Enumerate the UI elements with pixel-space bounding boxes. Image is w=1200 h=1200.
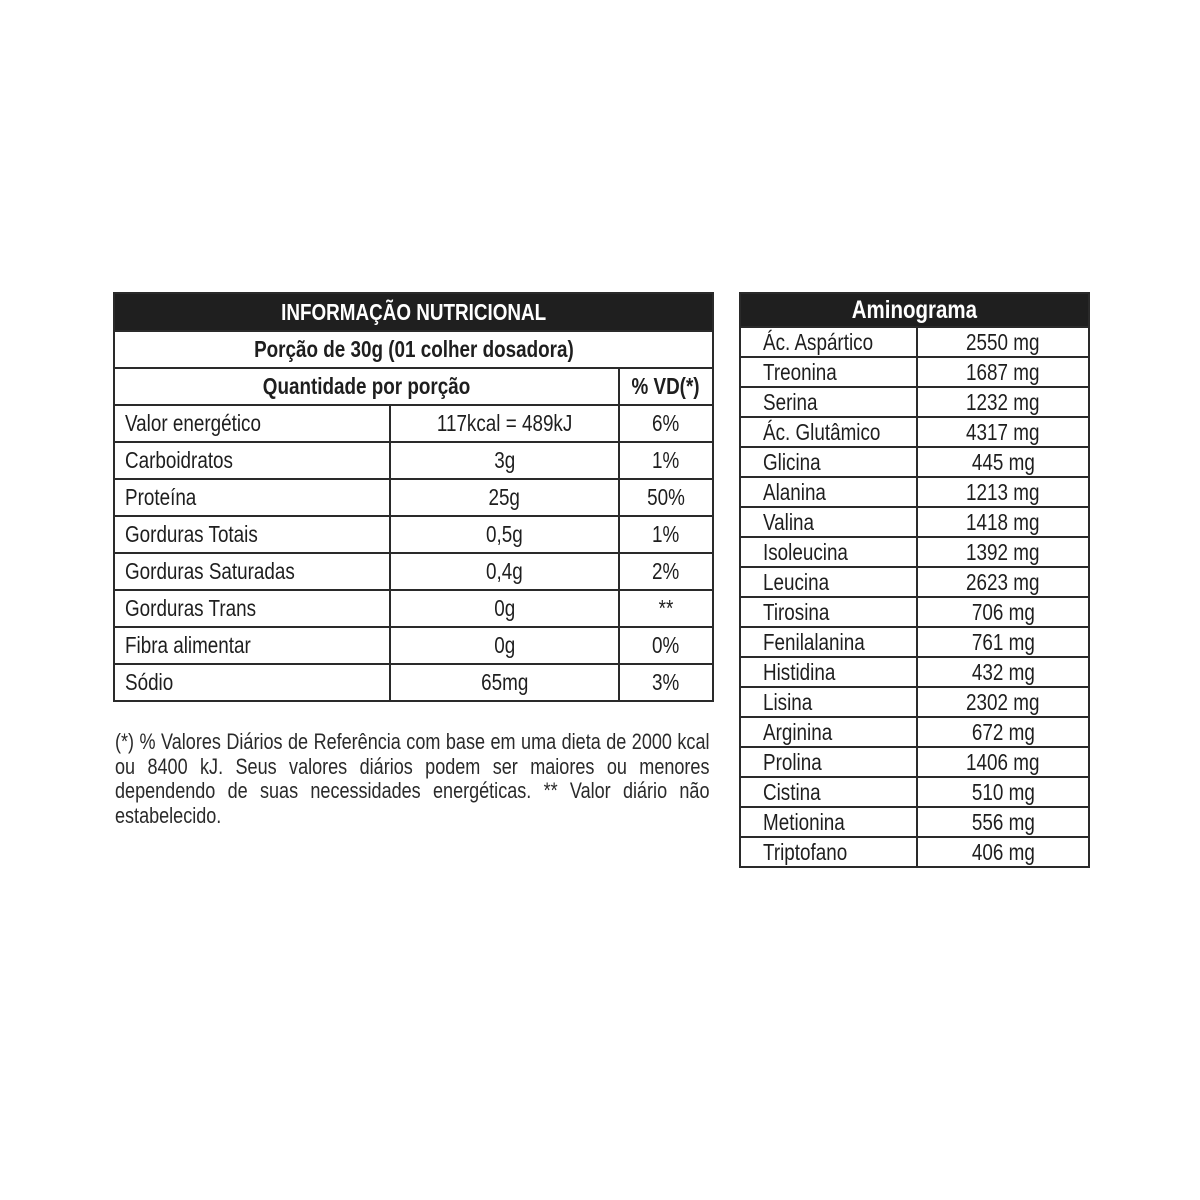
table-row	[740, 477, 1089, 507]
amino-value: 432 mg	[917, 657, 1089, 687]
table-row	[114, 516, 713, 553]
nutrient-vd: 50%	[619, 479, 713, 516]
amino-name: Triptofano	[740, 837, 917, 867]
amino-name: Tirosina	[740, 597, 917, 627]
table-row	[740, 687, 1089, 717]
amino-value: 761 mg	[917, 627, 1089, 657]
table-row	[740, 417, 1089, 447]
amino-name: Glicina	[740, 447, 917, 477]
footnote-text: (*) % Valores Diários de Referência com base em uma dieta de 2000 kcal ou 8400 kJ. Seus valores diários podem ser maiores ou menores dependendo de suas necessidades energéticas. ** Valor diário não estabelecido.	[115, 729, 710, 828]
table-row	[740, 507, 1089, 537]
column-header-row	[114, 368, 713, 405]
amino-name: Fenilalanina	[740, 627, 917, 657]
amino-value: 2302 mg	[917, 687, 1089, 717]
nutrient-amount: 65mg	[390, 664, 619, 701]
nutrient-label: Proteína	[114, 479, 390, 516]
nutrient-label: Gorduras Saturadas	[114, 553, 390, 590]
table-row	[740, 597, 1089, 627]
amino-name: Valina	[740, 507, 917, 537]
nutrient-vd: 2%	[619, 553, 713, 590]
amino-name: Ác. Glutâmico	[740, 417, 917, 447]
table-row	[740, 747, 1089, 777]
nutrient-amount: 0g	[390, 627, 619, 664]
amino-value: 510 mg	[917, 777, 1089, 807]
nutrient-vd: 1%	[619, 442, 713, 479]
amino-name: Ác. Aspártico	[740, 327, 917, 357]
table-row	[740, 657, 1089, 687]
table-row	[740, 387, 1089, 417]
table-row	[740, 627, 1089, 657]
aminogram-title: Aminograma	[740, 293, 1089, 327]
nutrient-vd: 3%	[619, 664, 713, 701]
table-row	[740, 567, 1089, 597]
nutrient-vd: **	[619, 590, 713, 627]
amino-name: Metionina	[740, 807, 917, 837]
amino-value: 1392 mg	[917, 537, 1089, 567]
amino-value: 2550 mg	[917, 327, 1089, 357]
amino-value: 1687 mg	[917, 357, 1089, 387]
amino-name: Serina	[740, 387, 917, 417]
table-row	[740, 807, 1089, 837]
amino-name: Arginina	[740, 717, 917, 747]
table-row	[114, 553, 713, 590]
nutrient-label: Fibra alimentar	[114, 627, 390, 664]
amino-value: 1213 mg	[917, 477, 1089, 507]
nutrient-label: Carboidratos	[114, 442, 390, 479]
amino-value: 1232 mg	[917, 387, 1089, 417]
aminogram-table	[739, 292, 1090, 868]
table-row	[740, 837, 1089, 867]
nutrient-amount: 25g	[390, 479, 619, 516]
nutrition-footnote	[115, 730, 735, 828]
table-row	[740, 327, 1089, 357]
nutrient-vd: 0%	[619, 627, 713, 664]
table-row	[740, 717, 1089, 747]
amino-name: Isoleucina	[740, 537, 917, 567]
table-row	[114, 627, 713, 664]
amino-value: 706 mg	[917, 597, 1089, 627]
nutrient-label: Valor energético	[114, 405, 390, 442]
nutrition-title: INFORMAÇÃO NUTRICIONAL	[114, 293, 713, 331]
amino-name: Leucina	[740, 567, 917, 597]
nutrient-label: Gorduras Totais	[114, 516, 390, 553]
nutrient-amount: 0,5g	[390, 516, 619, 553]
table-row	[114, 664, 713, 701]
amino-name: Lisina	[740, 687, 917, 717]
table-row	[114, 479, 713, 516]
amino-name: Histidina	[740, 657, 917, 687]
nutrient-label: Gorduras Trans	[114, 590, 390, 627]
table-row	[114, 442, 713, 479]
table-row	[740, 777, 1089, 807]
nutrient-amount: 117kcal = 489kJ	[390, 405, 619, 442]
amino-name: Treonina	[740, 357, 917, 387]
nutrient-amount: 0,4g	[390, 553, 619, 590]
amino-value: 672 mg	[917, 717, 1089, 747]
amino-value: 2623 mg	[917, 567, 1089, 597]
portion-row	[114, 331, 713, 368]
quantity-header: Quantidade por porção	[114, 368, 619, 405]
amino-name: Cistina	[740, 777, 917, 807]
nutrition-facts-table	[113, 292, 714, 702]
nutrient-amount: 3g	[390, 442, 619, 479]
aminogram-title-row	[740, 293, 1089, 327]
table-row	[114, 590, 713, 627]
nutrient-vd: 6%	[619, 405, 713, 442]
table-row	[114, 405, 713, 442]
amino-value: 445 mg	[917, 447, 1089, 477]
table-row	[740, 537, 1089, 567]
table-row	[740, 447, 1089, 477]
amino-value: 406 mg	[917, 837, 1089, 867]
amino-value: 4317 mg	[917, 417, 1089, 447]
amino-value: 1418 mg	[917, 507, 1089, 537]
nutrient-label: Sódio	[114, 664, 390, 701]
table-row	[740, 357, 1089, 387]
amino-value: 1406 mg	[917, 747, 1089, 777]
vd-header: % VD(*)	[619, 368, 713, 405]
nutrition-title-row	[114, 293, 713, 331]
amino-value: 556 mg	[917, 807, 1089, 837]
nutrient-vd: 1%	[619, 516, 713, 553]
portion-label: Porção de 30g (01 colher dosadora)	[114, 331, 713, 368]
amino-name: Alanina	[740, 477, 917, 507]
amino-name: Prolina	[740, 747, 917, 777]
nutrient-amount: 0g	[390, 590, 619, 627]
